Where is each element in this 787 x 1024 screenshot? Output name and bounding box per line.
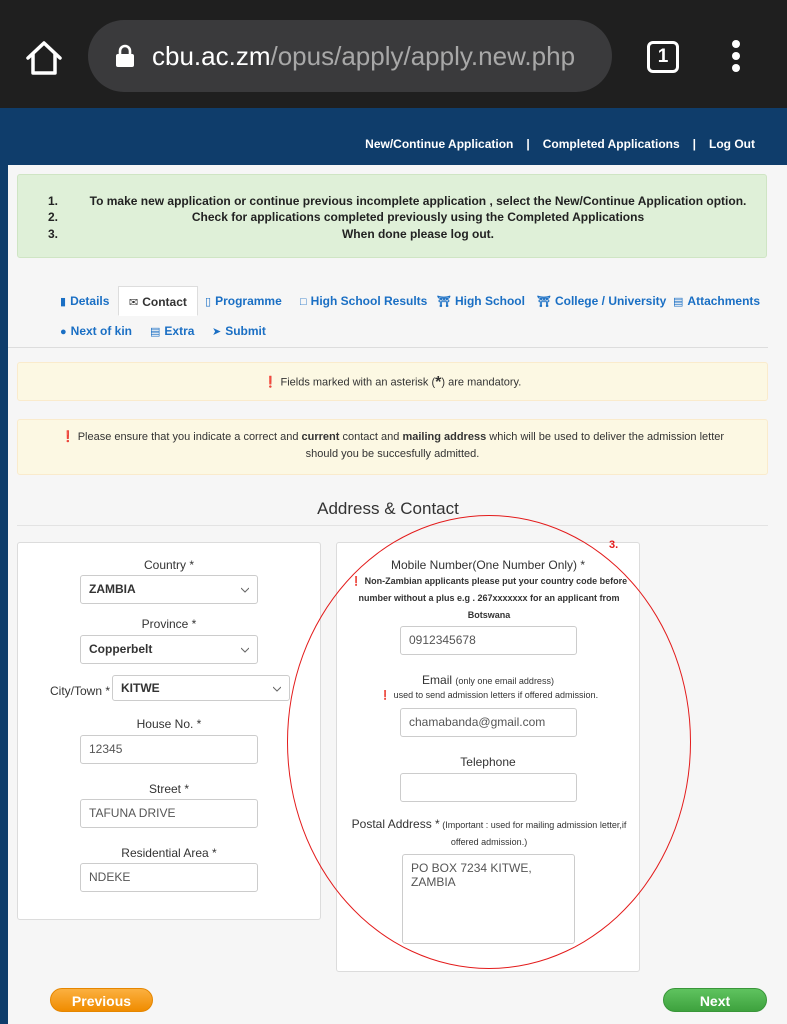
note-text: used to send admission letters if offered admission. [393,690,599,700]
section-title: Address & Contact [317,499,459,518]
address-card [17,542,321,920]
asterisk: * [435,374,442,391]
document-text-icon: ▤ [150,326,161,338]
telephone-input[interactable] [400,773,577,802]
send-icon: ➤ [212,326,222,338]
instruction-text: To make new application or continue previous incomplete application , select the New/Continue Application option. [89,194,747,208]
country-label: Country * [143,558,195,572]
nav-logout[interactable]: Log Out [709,137,755,151]
url-path: /opus/apply/apply.new.php [270,41,576,71]
province-label: Province * [141,617,197,631]
info-icon: ❗ [263,376,278,389]
alert-emphasis: mailing address [402,431,487,443]
lock-icon [114,44,136,68]
nav-separator: | [526,137,530,151]
tab-label: Programme [215,294,282,308]
alert-text: Please ensure that you indicate a correct and [77,431,302,443]
instruction-number: 3. [48,227,59,241]
instructions-panel [17,174,767,258]
instruction-text: When done please log out. [341,227,494,241]
tab-extra[interactable] [150,316,194,346]
page-content [8,165,787,1024]
instruction-number: 2. [48,210,59,224]
mobile-note [347,573,631,624]
browser-menu-icon[interactable] [730,40,742,74]
alert-text: which will be used to deliver the admission letter should you be succesfully admitted. [305,431,725,460]
residential-area-input[interactable]: NDEKE [80,863,258,892]
tab-label: Next of kin [70,324,132,338]
tab-label: Submit [225,324,266,338]
alert-emphasis: current [301,431,340,443]
info-icon: ❗ [60,431,75,443]
tab-programme[interactable] [205,286,282,316]
tab-submit[interactable] [212,316,266,346]
email-input[interactable]: chamabanda@gmail.com [400,708,577,737]
province-select[interactable] [80,635,258,664]
info-icon: ❗ [350,576,365,586]
street-input[interactable]: TAFUNA DRIVE [80,799,258,828]
mobile-label: Mobile Number(One Number Only) * [390,558,586,572]
email-label-text: Email [422,673,453,687]
form-tabs [8,286,768,348]
instruction-text: Check for applications completed previously using the Completed Applications [191,210,645,224]
previous-button[interactable]: Previous [50,988,153,1012]
instruction-row [18,209,768,226]
city-select[interactable] [112,675,290,701]
mandatory-fields-alert [17,362,768,401]
country-select[interactable] [80,575,258,604]
tab-label: High School [454,294,525,308]
nav-separator: | [692,137,697,151]
postal-label: Postal Address * [351,817,440,831]
institution-icon: ⛩ [537,296,551,308]
tab-attachments[interactable] [673,286,760,316]
alert-text: Fields marked with an asterisk ( [280,376,436,389]
tab-label: Attachments [687,294,761,308]
institution-icon: ⛩ [437,296,451,308]
browser-toolbar [0,0,787,108]
select-value: ZAMBIA [89,582,136,596]
attachment-file-icon: ▤ [673,296,684,308]
tab-label: Extra [164,324,195,338]
postal-label-block [347,816,631,851]
tab-high-school-results[interactable] [300,286,427,316]
document-icon: □ [300,296,307,308]
top-navigation [365,137,755,151]
tab-high-school[interactable] [437,286,525,316]
home-icon[interactable] [24,38,64,78]
tab-contact[interactable] [118,286,198,316]
mobile-input[interactable]: 0912345678 [400,626,577,655]
email-label [337,673,639,687]
instruction-row [18,193,768,210]
book-icon: ▯ [205,296,212,308]
instruction-row [18,226,768,243]
residential-area-label: Residential Area * [121,846,217,860]
annotation-number: 3. [609,539,619,551]
address-bar[interactable] [88,20,612,92]
nav-completed-applications[interactable]: Completed Applications [542,137,680,151]
envelope-icon: ✉ [129,297,139,309]
select-value: KITWE [121,681,160,695]
tab-label: Details [70,294,110,308]
street-label: Street * [148,782,190,796]
postal-address-textarea[interactable]: PO BOX 7234 KITWE, ZAMBIA [402,854,575,944]
next-button[interactable]: Next [663,988,767,1012]
section-divider [17,525,768,526]
tab-label: High School Results [310,294,428,308]
file-icon: ▮ [60,296,67,308]
site-header [0,108,787,165]
tab-details[interactable] [60,286,109,316]
tab-next-of-kin[interactable] [60,316,132,346]
address-notice-alert [17,419,768,475]
contact-card [336,542,640,972]
chevron-down-icon [273,685,281,693]
telephone-label: Telephone [460,755,516,769]
chevron-down-icon [241,646,249,654]
instruction-number: 1. [48,194,59,208]
chevron-down-icon [241,586,249,594]
alert-text: ) are mandatory. [441,376,522,389]
url-text [152,40,575,72]
city-label: City/Town * [50,684,111,698]
info-icon: ❗ [379,690,394,700]
users-icon: ● [60,326,67,338]
alert-text: contact and [339,431,403,443]
tab-label: College / University [554,294,667,308]
nav-new-continue-application[interactable]: New/Continue Application [365,137,514,151]
url-host: cbu.ac.zm [152,41,271,71]
email-label-hint: (only one email address) [455,676,554,686]
email-note [347,687,631,704]
select-value: Copperbelt [89,642,153,656]
note-text: Non-Zambian applicants please put your country code before number without a plus e.g . 267xxxxxxx for an applicant from Botswana [358,576,628,620]
tab-label: Contact [142,295,187,309]
tab-switcher-button[interactable]: 1 [647,41,679,73]
postal-note: (Important : used for mailing admission letter,if offered admission.) [442,820,627,847]
tab-college-university[interactable] [537,286,666,316]
house-label: House No. * [136,717,202,731]
house-number-input[interactable]: 12345 [80,735,258,764]
